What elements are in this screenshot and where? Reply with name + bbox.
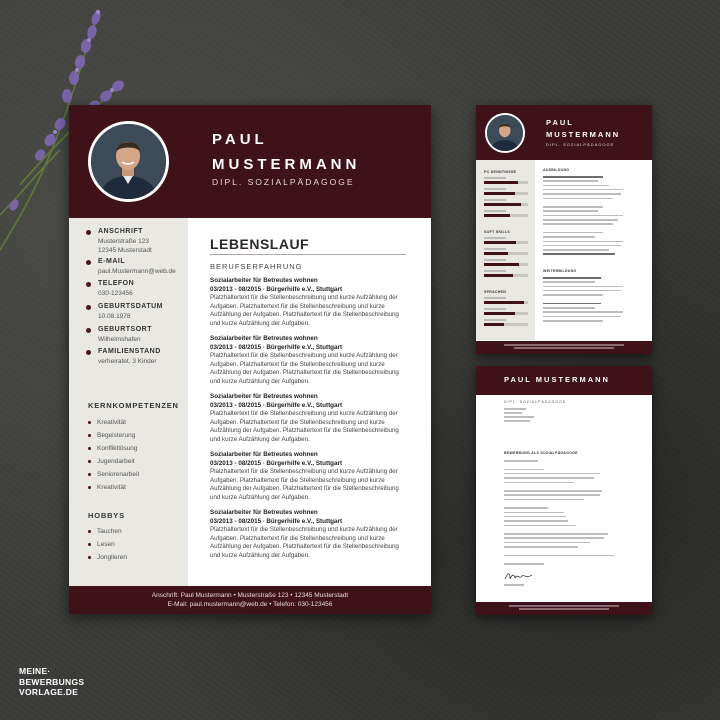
placeholder-text-line bbox=[543, 210, 598, 212]
bullet-icon bbox=[86, 350, 91, 355]
experience-entry bbox=[210, 393, 410, 444]
cv-last-name: MUSTERMANN bbox=[212, 156, 361, 173]
brand-logo bbox=[19, 666, 84, 698]
entry-date: 03/2013 - 08/2015 ∙ Bürgerhilfe e.V., Stuttgart bbox=[210, 343, 343, 351]
mini-footer-line bbox=[514, 347, 614, 349]
placeholder-text-line bbox=[543, 193, 621, 195]
placeholder-text-line bbox=[543, 253, 615, 255]
placeholder-text-line bbox=[543, 189, 623, 191]
mini-soft-heading: SOFT SKILLS bbox=[484, 230, 511, 234]
bullet-icon bbox=[86, 328, 91, 333]
skill-bar-fill bbox=[484, 301, 524, 304]
entry-text-line: und kurze Aufzählung der Aufgaben. bbox=[210, 435, 310, 443]
placeholder-text-line bbox=[504, 520, 568, 522]
skill-bar-fill bbox=[484, 312, 515, 315]
entry-date: 03/2013 - 08/2015 ∙ Bürgerhilfe e.V., Stuttgart bbox=[210, 401, 343, 409]
placeholder-text-line bbox=[504, 420, 530, 422]
bullet-icon bbox=[86, 230, 91, 235]
contact-line: paul.Mustermann@web.de bbox=[98, 268, 176, 275]
entry-date: 03/2013 - 08/2015 ∙ Bürgerhilfe e.V., Stuttgart bbox=[210, 517, 343, 525]
skill-item: Kreativität bbox=[88, 484, 126, 491]
placeholder-text-line bbox=[543, 206, 603, 208]
placeholder-text-line bbox=[504, 537, 604, 539]
placeholder-text-line bbox=[543, 281, 595, 283]
contact-line: verheiratet, 3 Kinder bbox=[98, 358, 157, 365]
skill-bar-fill bbox=[484, 192, 515, 195]
entry-text-line: und kurze Aufzählung der Aufgaben. bbox=[210, 377, 310, 385]
placeholder-text-line bbox=[504, 533, 608, 535]
cv-header bbox=[69, 105, 431, 218]
placeholder-text-line bbox=[543, 223, 613, 225]
placeholder-text-line bbox=[504, 473, 600, 475]
letter-name: PAUL MUSTERMANN bbox=[504, 375, 610, 384]
placeholder-text-line bbox=[504, 555, 614, 557]
contact-label: FAMILIENSTAND bbox=[98, 348, 161, 355]
cv-preview-page bbox=[476, 105, 652, 354]
skill-label-placeholder bbox=[484, 319, 506, 321]
contact-value bbox=[98, 357, 157, 366]
placeholder-text-line bbox=[504, 460, 538, 462]
placeholder-text-line bbox=[504, 516, 566, 518]
entry-date: 03/2013 - 08/2015 ∙ Bürgerhilfe e.V., Stuttgart bbox=[210, 285, 343, 293]
footer-address: Anschrift: Paul Mustermann • Musterstraße 123 • 12345 Musterstadt bbox=[151, 592, 349, 599]
bullet-icon bbox=[86, 282, 91, 287]
skill-label-placeholder bbox=[484, 297, 506, 299]
contact-label: ANSCHRIFT bbox=[98, 228, 143, 235]
hobby-item: Jonglieren bbox=[88, 554, 127, 561]
letter-job-title: DIPL. SOZIALPÄDAGOGE bbox=[504, 400, 567, 404]
skill-label-placeholder bbox=[484, 177, 506, 179]
placeholder-text-line bbox=[504, 563, 544, 565]
logo-line: MEINE· bbox=[19, 666, 51, 676]
entry-text-line: Aufzählung der Aufgaben. Platzhaltertext für die Stellenbeschreibung bbox=[210, 369, 399, 376]
logo-line: VORLAGE.DE bbox=[19, 687, 79, 697]
placeholder-text-line bbox=[543, 245, 621, 247]
placeholder-text-line bbox=[543, 185, 609, 187]
mini-education-heading: AUSBILDUNG bbox=[543, 168, 570, 172]
skill-item: Jugendarbeit bbox=[88, 458, 135, 465]
contact-line: Musterstraße 123 bbox=[98, 238, 149, 245]
placeholder-text-line bbox=[504, 512, 564, 514]
contact-line: 12345 Musterstadt bbox=[98, 247, 152, 254]
mini-footer-line bbox=[504, 344, 624, 346]
placeholder-text-line bbox=[504, 477, 594, 479]
placeholder-text-line bbox=[543, 311, 623, 313]
skill-bar-fill bbox=[484, 181, 518, 184]
mini-further-heading: WEITERBILDUNG bbox=[543, 269, 577, 273]
contact-value bbox=[98, 237, 152, 255]
experience-entry bbox=[210, 509, 410, 560]
cv-name bbox=[212, 127, 360, 177]
entry-date: 03/2013 - 08/2015 ∙ Bürgerhilfe e.V., Stuttgart bbox=[210, 459, 343, 467]
mini-first-name: PAUL bbox=[546, 118, 574, 127]
entry-role: Sozialarbeiter für Betreutes wohnen bbox=[210, 393, 318, 400]
skill-label-placeholder bbox=[484, 308, 506, 310]
placeholder-text-line bbox=[543, 198, 613, 200]
placeholder-text-line bbox=[543, 303, 601, 305]
skill-bar-fill bbox=[484, 241, 516, 244]
entry-text-line: Aufgaben. Platzhaltertext für die Stellenbeschreibung und kurze bbox=[210, 476, 385, 484]
skill-bar-fill bbox=[484, 203, 521, 206]
title-divider bbox=[210, 254, 406, 255]
contact-label: GEBURTSDATUM bbox=[98, 303, 163, 310]
skill-bar-fill bbox=[484, 252, 508, 255]
placeholder-text-line bbox=[504, 412, 522, 414]
entry-text-line: Platzhaltertext für die Stellenbeschreibung und kurze Aufzählung der bbox=[210, 526, 398, 533]
skill-item: Kreativität bbox=[88, 419, 126, 426]
entry-text-line: Aufgaben. Platzhaltertext für die Stellenbeschreibung und kurze bbox=[210, 534, 385, 542]
placeholder-text-line bbox=[543, 320, 603, 322]
skill-label-placeholder bbox=[484, 259, 506, 261]
placeholder-text-line bbox=[504, 546, 578, 548]
entry-text-line: Aufgaben. Platzhaltertext für die Stellenbeschreibung und kurze bbox=[210, 302, 385, 310]
letter-subject: BEWERBUNG ALS SOZIALPÄDAGOGE bbox=[504, 451, 578, 455]
entry-role: Sozialarbeiter für Betreutes wohnen bbox=[210, 335, 318, 342]
placeholder-text-line bbox=[504, 482, 574, 484]
mini-lang-heading: SPRACHEN bbox=[484, 290, 507, 294]
entry-text-line: und kurze Aufzählung der Aufgaben. bbox=[210, 319, 310, 327]
placeholder-text-line bbox=[504, 494, 600, 496]
entry-role: Sozialarbeiter für Betreutes wohnen bbox=[210, 277, 318, 284]
experience-entry bbox=[210, 451, 410, 502]
cv-page bbox=[69, 105, 431, 614]
placeholder-text-line bbox=[504, 507, 548, 509]
placeholder-text-line bbox=[543, 249, 609, 251]
mini-profile-photo bbox=[485, 113, 525, 153]
placeholder-text-line bbox=[543, 294, 603, 296]
cv-job-title: DIPL. SOZIALPÄDAGOGE bbox=[212, 177, 355, 187]
contact-label: GEBURTSORT bbox=[98, 326, 152, 333]
skill-label-placeholder bbox=[484, 210, 506, 212]
hobbies-heading: HOBBYS bbox=[88, 511, 125, 520]
skill-label-placeholder bbox=[484, 188, 506, 190]
contact-line: Wilhelmshafen bbox=[98, 336, 141, 343]
entry-text-line: Platzhaltertext für die Stellenbeschreibung und kurze Aufzählung der bbox=[210, 294, 398, 301]
entry-text-line: Aufzählung der Aufgaben. Platzhaltertext für die Stellenbeschreibung bbox=[210, 485, 399, 492]
letter-footer-line bbox=[509, 605, 619, 607]
placeholder-text-line bbox=[543, 219, 618, 221]
skill-label-placeholder bbox=[484, 248, 506, 250]
placeholder-text-line bbox=[504, 525, 576, 527]
bullet-icon bbox=[86, 305, 91, 310]
entry-text-line: und kurze Aufzählung der Aufgaben. bbox=[210, 551, 310, 559]
letter-header bbox=[476, 366, 652, 395]
contact-value bbox=[98, 267, 176, 276]
placeholder-text-line bbox=[504, 490, 602, 492]
hobby-item: Lesen bbox=[88, 541, 115, 548]
placeholder-text-line bbox=[543, 236, 595, 238]
contact-line: 030-123456 bbox=[98, 290, 133, 297]
cv-first-name: PAUL bbox=[212, 131, 268, 148]
experience-entry bbox=[210, 277, 410, 328]
footer-contact: E-Mail: paul.mustermann@web.de • Telefon: 030-123456 bbox=[167, 601, 333, 608]
mini-footer bbox=[476, 341, 652, 354]
contact-value bbox=[98, 289, 133, 298]
skill-bar-fill bbox=[484, 323, 504, 326]
bullet-icon bbox=[86, 260, 91, 265]
entry-role: Sozialarbeiter für Betreutes wohnen bbox=[210, 451, 318, 458]
placeholder-text-line bbox=[543, 215, 623, 217]
contact-value bbox=[98, 335, 141, 344]
entry-text-line: Aufgaben. Platzhaltertext für die Stellenbeschreibung und kurze bbox=[210, 360, 385, 368]
contact-label: TELEFON bbox=[98, 280, 135, 287]
skill-label-placeholder bbox=[484, 270, 506, 272]
cv-main-title: LEBENSLAUF bbox=[210, 236, 310, 252]
hobby-item: Tauchen bbox=[88, 528, 122, 535]
experience-entry bbox=[210, 335, 410, 386]
contact-value bbox=[98, 312, 131, 321]
experience-heading: BERUFSERFAHRUNG bbox=[210, 262, 303, 271]
placeholder-text-line bbox=[543, 176, 603, 178]
entry-text-line: Aufzählung der Aufgaben. Platzhaltertext für die Stellenbeschreibung bbox=[210, 543, 399, 550]
placeholder-text-line bbox=[504, 542, 590, 544]
skill-label-placeholder bbox=[484, 199, 506, 201]
cv-sidebar bbox=[69, 218, 188, 586]
contact-line: 10.08.1978 bbox=[98, 313, 131, 320]
mini-last-name: MUSTERMANN bbox=[546, 130, 621, 139]
skill-item: Konfliktlösung bbox=[88, 445, 137, 452]
cover-letter-page bbox=[476, 366, 652, 615]
placeholder-text-line bbox=[543, 241, 623, 243]
placeholder-text-line bbox=[504, 469, 544, 471]
entry-text-line: Platzhaltertext für die Stellenbeschreibung und kurze Aufzählung der bbox=[210, 468, 398, 475]
contact-label: E-MAIL bbox=[98, 258, 126, 265]
mini-header bbox=[476, 105, 652, 160]
letter-signoff-line bbox=[504, 584, 524, 586]
mini-sidebar bbox=[476, 160, 535, 340]
placeholder-text-line bbox=[543, 232, 603, 234]
skill-item: Begeisterung bbox=[88, 432, 135, 439]
skill-bar-fill bbox=[484, 274, 513, 277]
mini-pc-heading: PC KENNTNISSE bbox=[484, 170, 517, 174]
placeholder-text-line bbox=[504, 416, 534, 418]
cv-footer bbox=[69, 586, 431, 614]
placeholder-text-line bbox=[543, 277, 601, 279]
entry-text-line: und kurze Aufzählung der Aufgaben. bbox=[210, 493, 310, 501]
entry-text-line: Platzhaltertext für die Stellenbeschreibung und kurze Aufzählung der bbox=[210, 410, 398, 417]
entry-text-line: Aufzählung der Aufgaben. Platzhaltertext für die Stellenbeschreibung bbox=[210, 427, 399, 434]
placeholder-text-line bbox=[543, 286, 623, 288]
mini-name bbox=[546, 117, 620, 141]
skill-item: Seniorenarbeit bbox=[88, 471, 139, 478]
signature-icon bbox=[504, 571, 534, 581]
letter-footer-line bbox=[519, 608, 609, 610]
placeholder-text-line bbox=[543, 307, 595, 309]
logo-line: BEWERBUNGS bbox=[19, 676, 85, 687]
entry-role: Sozialarbeiter für Betreutes wohnen bbox=[210, 509, 318, 516]
profile-photo bbox=[88, 121, 169, 202]
skill-bar-fill bbox=[484, 214, 510, 217]
skill-label-placeholder bbox=[484, 237, 506, 239]
entry-text-line: Aufgaben. Platzhaltertext für die Stellenbeschreibung und kurze bbox=[210, 418, 385, 426]
mini-job-title: DIPL. SOZIALPÄDAGOGE bbox=[546, 142, 615, 147]
placeholder-text-line bbox=[543, 316, 621, 318]
skills-heading: KERNKOMPETENZEN bbox=[88, 401, 179, 410]
placeholder-text-line bbox=[504, 408, 526, 410]
entry-text-line: Platzhaltertext für die Stellenbeschreibung und kurze Aufzählung der bbox=[210, 352, 398, 359]
placeholder-text-line bbox=[543, 290, 621, 292]
placeholder-text-line bbox=[543, 180, 598, 182]
placeholder-text-line bbox=[504, 499, 584, 501]
skill-bar-fill bbox=[484, 263, 519, 266]
entry-text-line: Aufzählung der Aufgaben. Platzhaltertext für die Stellenbeschreibung bbox=[210, 311, 399, 318]
letter-footer bbox=[476, 602, 652, 615]
